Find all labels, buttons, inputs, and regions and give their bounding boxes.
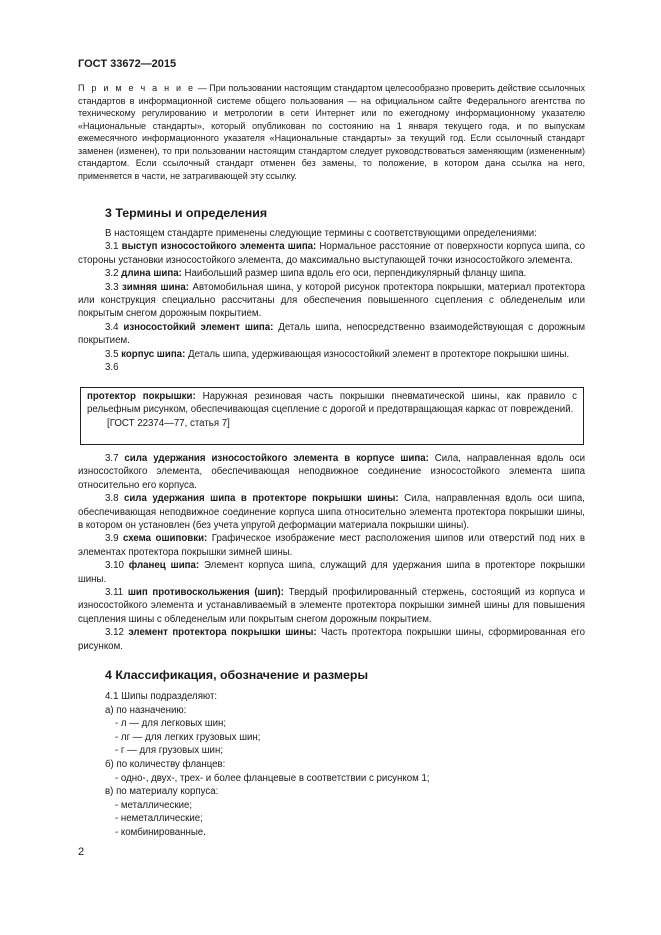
list-item: 4.1 Шипы подразделяют: — [105, 691, 218, 702]
quoted-term-box — [80, 387, 584, 445]
term-3-11: 3.11 шип противоскольжения (шип): Твердый профилированный стержень, состоящий из корпуса и износостойкого элемента и устанавливаемый в элементе протектора покрышки зимней шины для повышения сцепления шины с обледенелым или покрытым снегом дорожным покрытием. — [78, 587, 585, 625]
term-3-7: 3.7 сила удержания износостойкого элемента в корпусе шипа: Сила, направленная вдоль оси износостойкого элемента, обеспечивающая неподвижное соединение износостойкого элемента шипа относительно его корпуса. — [78, 453, 585, 491]
list-item: а) по назначению: — [105, 704, 187, 716]
term-3-4: 3.4 износостойкий элемент шипа: Деталь шипа, непосредственно взаимодействующая с дорожным покрытием. — [78, 321, 585, 347]
section-4-title: 4 Классификация, обозначение и размеры — [105, 668, 369, 682]
section-3-body-continued — [78, 452, 585, 653]
classification-list — [78, 690, 598, 840]
list-item: - комбинированные. — [115, 826, 206, 838]
term-3-2: 3.2 длина шипа: Наибольший размер шипа вдоль его оси, перпендикулярный фланцу шипа. — [105, 268, 527, 280]
term-3-1: 3.1 выступ износостойкого элемента шипа: Нормальное расстояние от поверхности корпуса шипа, со стороны установки износостойкого элемента, до максимально выступающей точки износостойкого элемента. — [78, 241, 585, 266]
term-3-8: 3.8 сила удержания шипа в протекторе покрышки шины: Сила, направленная вдоль оси шипа, обеспечивающая неподвижное соединение корпуса шипа относительно элемента протектора покрышки шины, в котором он установлен (без учета упругой деформации материала покрышки шины). — [78, 493, 585, 532]
list-item: - л — для легковых шин; — [115, 718, 227, 730]
term-3-10: 3.10 фланец шипа: Элемент корпуса шипа, служащий для удержания шипа в протекторе покрышки шины. — [78, 560, 585, 585]
standard-header: ГОСТ 33672—2015 — [78, 58, 177, 70]
term-3-6-number: 3.6 — [105, 362, 119, 374]
section-3-intro: В настоящем стандарте применены следующие термины с соответствующими определениями: — [105, 228, 537, 239]
term-3-6: протектор покрышки: Наружная резиновая часть покрышки пневматической шины, как правило с рельефным рисунком, обеспечивающая сцепление с дорогой и предотвращающая каркас от повреждений. — [87, 391, 578, 416]
section-3-title: 3 Термины и определения — [105, 206, 268, 220]
note-text: — При пользовании настоящим стандартом целесообразно проверить действие ссылочных стандартов в информационной системе общего пользования — на официальном сайте Федерального агентства по техническому регулированию и метрологии в сети Интернет или по ежегодному информационному указателю «Национальные стандарты», который опубликован по состоянию на 1 января текущего года, и по выпускам ежемесячного информационного указателя «Национальные стандарты» за текущий год. Если ссылочный стандарт заменен (изменен), то при пользовании настоящим стандартом следует руководствоваться заменяющим (измененным) стандартом. Если ссылочный стандарт отменен без замены, то положение, в котором дана ссылка на него, применяется в части, не затрагивающей эту ссылку. — [78, 83, 585, 181]
term-3-3: 3.3 зимняя шина: Автомобильная шина, у которой рисунок протектора покрышки, материал протектора или конструкция специально рассчитаны для обеспечения повышенного сцепления с обледенелым или покрытым снегом дорожным покрытием. — [78, 281, 585, 320]
section-3-body — [78, 227, 585, 374]
list-item: - одно-, двух-, трех- и более фланцевые в соответствии с рисунком 1; — [115, 772, 430, 784]
list-item: - металлические; — [115, 799, 193, 811]
page-number: 2 — [78, 846, 85, 858]
term-3-9: 3.9 схема ошиповки: Графическое изображение мест расположения шипов или отверстий под них в элементах протектора покрышки зимней шины. — [78, 533, 585, 558]
list-item: в) по материалу корпуса: — [105, 786, 219, 798]
note-label: П р и м е ч а н и е — [78, 83, 196, 93]
list-item: - неметаллические; — [115, 813, 203, 825]
term-3-6-reference: [ГОСТ 22374—77, статья 7] — [107, 417, 230, 429]
list-item: - лг — для легких грузовых шин; — [115, 731, 261, 743]
note-paragraph — [78, 82, 585, 182]
term-3-12: 3.12 элемент протектора покрышки шины: Часть протектора покрышки шины, сформированная его рисунком. — [78, 627, 586, 652]
list-item: б) по количеству фланцев: — [105, 758, 226, 770]
list-item: - г — для грузовых шин; — [115, 745, 224, 757]
term-3-5: 3.5 корпус шипа: Деталь шипа, удерживающая износостойкий элемент в протекторе покрышки шины. — [105, 348, 570, 360]
